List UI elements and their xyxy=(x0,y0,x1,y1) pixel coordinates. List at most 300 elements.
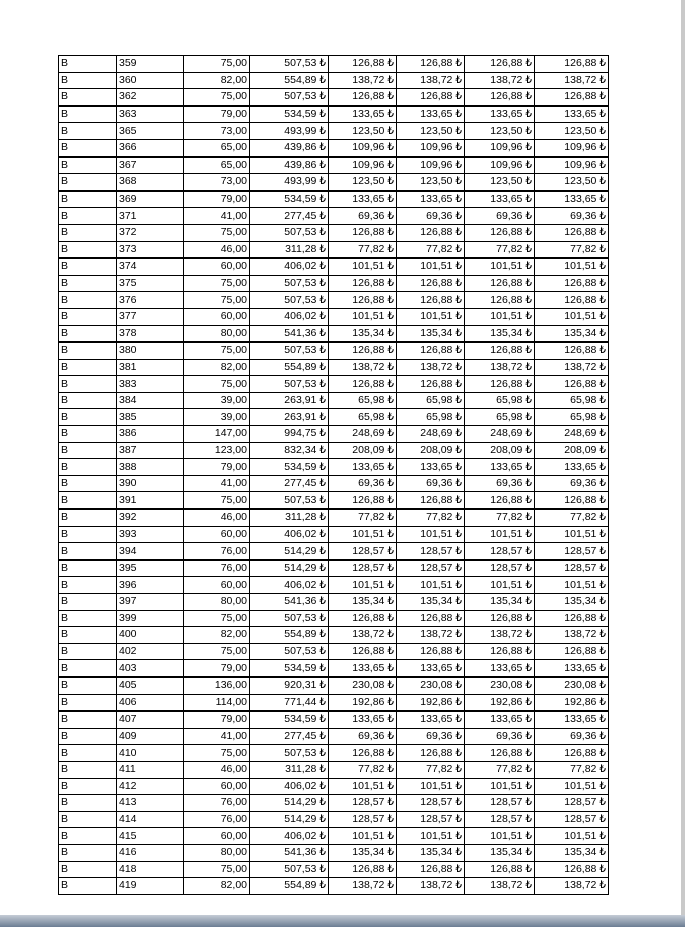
table-row xyxy=(59,660,609,677)
table-cell: 507,53 ₺ xyxy=(250,56,329,73)
table-cell: 123,50 ₺ xyxy=(329,174,397,191)
table-cell: 128,57 ₺ xyxy=(397,560,465,577)
table-row xyxy=(59,359,609,376)
table-cell: 128,57 ₺ xyxy=(535,811,609,828)
status-bar xyxy=(0,915,685,927)
table-cell: 135,34 ₺ xyxy=(329,844,397,861)
table-row xyxy=(59,761,609,778)
table-cell: 77,82 ₺ xyxy=(465,761,535,778)
table-cell: 60,00 xyxy=(184,258,250,275)
table-cell: 128,57 ₺ xyxy=(535,543,609,560)
table-cell: 362 xyxy=(117,89,184,106)
table-cell: 359 xyxy=(117,56,184,73)
table-cell: 230,08 ₺ xyxy=(329,677,397,694)
table-row xyxy=(59,139,609,156)
table-cell: 126,88 ₺ xyxy=(329,275,397,292)
table-cell: 248,69 ₺ xyxy=(329,426,397,443)
table-cell: B xyxy=(59,325,117,342)
table-cell: 554,89 ₺ xyxy=(250,72,329,89)
table-cell: 393 xyxy=(117,526,184,543)
table-cell: 109,96 ₺ xyxy=(397,157,465,174)
table-cell: 138,72 ₺ xyxy=(465,359,535,376)
table-cell: 541,36 ₺ xyxy=(250,594,329,611)
table-cell: 101,51 ₺ xyxy=(329,577,397,594)
table-cell: 138,72 ₺ xyxy=(329,878,397,895)
table-cell: 126,88 ₺ xyxy=(465,610,535,627)
table-cell: 381 xyxy=(117,359,184,376)
table-cell: B xyxy=(59,292,117,309)
table-cell: 128,57 ₺ xyxy=(535,795,609,812)
table-cell: 133,65 ₺ xyxy=(397,459,465,476)
table-cell: B xyxy=(59,459,117,476)
table-cell: B xyxy=(59,409,117,426)
table-cell: B xyxy=(59,694,117,711)
table-cell: 126,88 ₺ xyxy=(329,376,397,393)
table-cell: 69,36 ₺ xyxy=(535,208,609,225)
table-row xyxy=(59,426,609,443)
table-cell: 493,99 ₺ xyxy=(250,123,329,140)
table-cell: 128,57 ₺ xyxy=(397,811,465,828)
table-cell: 230,08 ₺ xyxy=(465,677,535,694)
table-cell: 101,51 ₺ xyxy=(535,577,609,594)
table-cell: 135,34 ₺ xyxy=(535,594,609,611)
table-cell: 75,00 xyxy=(184,342,250,359)
table-cell: B xyxy=(59,308,117,325)
table-cell: 397 xyxy=(117,594,184,611)
table-cell: 101,51 ₺ xyxy=(397,828,465,845)
table-cell: 60,00 xyxy=(184,526,250,543)
table-cell: 138,72 ₺ xyxy=(535,627,609,644)
table-cell: 248,69 ₺ xyxy=(397,426,465,443)
table-row xyxy=(59,543,609,560)
table-cell: 126,88 ₺ xyxy=(465,89,535,106)
table-cell: 248,69 ₺ xyxy=(535,426,609,443)
table-cell: 365 xyxy=(117,123,184,140)
table-cell: 410 xyxy=(117,745,184,762)
table-cell: B xyxy=(59,492,117,509)
table-cell: 415 xyxy=(117,828,184,845)
table-cell: 406,02 ₺ xyxy=(250,308,329,325)
table-cell: 383 xyxy=(117,376,184,393)
table-cell: 138,72 ₺ xyxy=(329,359,397,376)
table-row xyxy=(59,878,609,895)
table-cell: 133,65 ₺ xyxy=(329,660,397,677)
table-cell: B xyxy=(59,677,117,694)
table-cell: 126,88 ₺ xyxy=(329,56,397,73)
table-cell: 101,51 ₺ xyxy=(465,526,535,543)
table-cell: 101,51 ₺ xyxy=(397,526,465,543)
table-cell: 65,98 ₺ xyxy=(465,392,535,409)
table-cell: 375 xyxy=(117,275,184,292)
table-row xyxy=(59,72,609,89)
table-cell: 79,00 xyxy=(184,191,250,208)
table-cell: 369 xyxy=(117,191,184,208)
table-cell: 77,82 ₺ xyxy=(329,241,397,258)
table-cell: 101,51 ₺ xyxy=(329,778,397,795)
table-cell: B xyxy=(59,258,117,275)
table-cell: 128,57 ₺ xyxy=(465,560,535,577)
table-cell: 403 xyxy=(117,660,184,677)
table-cell: 133,65 ₺ xyxy=(329,711,397,728)
table-cell: 385 xyxy=(117,409,184,426)
table-cell: 101,51 ₺ xyxy=(535,308,609,325)
table-cell: B xyxy=(59,442,117,459)
table-cell: 126,88 ₺ xyxy=(397,224,465,241)
table-cell: 208,09 ₺ xyxy=(465,442,535,459)
table-cell: 133,65 ₺ xyxy=(465,660,535,677)
data-table xyxy=(58,55,609,895)
table-cell: 230,08 ₺ xyxy=(535,677,609,694)
table-row xyxy=(59,677,609,694)
table-cell: 128,57 ₺ xyxy=(465,795,535,812)
table-row xyxy=(59,409,609,426)
table-cell: 138,72 ₺ xyxy=(397,72,465,89)
table-row xyxy=(59,795,609,812)
table-cell: 507,53 ₺ xyxy=(250,275,329,292)
table-cell: 126,88 ₺ xyxy=(397,745,465,762)
table-cell: B xyxy=(59,610,117,627)
table-cell: 80,00 xyxy=(184,325,250,342)
table-cell: B xyxy=(59,828,117,845)
table-cell: 69,36 ₺ xyxy=(397,728,465,745)
table-cell: B xyxy=(59,359,117,376)
table-cell: 123,50 ₺ xyxy=(465,123,535,140)
table-row xyxy=(59,459,609,476)
table-cell: B xyxy=(59,627,117,644)
table-cell: 135,34 ₺ xyxy=(329,325,397,342)
table-cell: 109,96 ₺ xyxy=(465,139,535,156)
table-cell: 101,51 ₺ xyxy=(397,308,465,325)
table-cell: B xyxy=(59,509,117,526)
table-cell: 147,00 xyxy=(184,426,250,443)
table-cell: 135,34 ₺ xyxy=(397,325,465,342)
table-cell: 406 xyxy=(117,694,184,711)
table-cell: 126,88 ₺ xyxy=(329,342,397,359)
table-cell: 133,65 ₺ xyxy=(535,459,609,476)
table-cell: 128,57 ₺ xyxy=(535,560,609,577)
table-cell: 126,88 ₺ xyxy=(397,292,465,309)
table-cell: 39,00 xyxy=(184,409,250,426)
table-cell: 409 xyxy=(117,728,184,745)
table-row xyxy=(59,325,609,342)
table-cell: 69,36 ₺ xyxy=(465,475,535,492)
table-cell: 82,00 xyxy=(184,359,250,376)
table-cell: 413 xyxy=(117,795,184,812)
table-cell: 126,88 ₺ xyxy=(397,610,465,627)
table-cell: 101,51 ₺ xyxy=(329,258,397,275)
table-cell: 109,96 ₺ xyxy=(465,157,535,174)
table-cell: 126,88 ₺ xyxy=(329,643,397,660)
table-cell: 126,88 ₺ xyxy=(465,376,535,393)
table-cell: 82,00 xyxy=(184,72,250,89)
table-cell: 126,88 ₺ xyxy=(535,342,609,359)
table-row xyxy=(59,509,609,526)
table-cell: B xyxy=(59,543,117,560)
table-cell: 378 xyxy=(117,325,184,342)
table-row xyxy=(59,342,609,359)
table-cell: 394 xyxy=(117,543,184,560)
table-cell: 412 xyxy=(117,778,184,795)
table-cell: 138,72 ₺ xyxy=(397,878,465,895)
table-cell: 73,00 xyxy=(184,123,250,140)
table-cell: 126,88 ₺ xyxy=(535,89,609,106)
table-cell: B xyxy=(59,643,117,660)
table-cell: 248,69 ₺ xyxy=(465,426,535,443)
table-cell: 75,00 xyxy=(184,492,250,509)
table-cell: B xyxy=(59,761,117,778)
table-cell: 101,51 ₺ xyxy=(465,258,535,275)
table-cell: 76,00 xyxy=(184,811,250,828)
table-row xyxy=(59,157,609,174)
table-cell: 69,36 ₺ xyxy=(397,475,465,492)
table-cell: 514,29 ₺ xyxy=(250,543,329,560)
table-cell: 101,51 ₺ xyxy=(329,308,397,325)
table-cell: 507,53 ₺ xyxy=(250,610,329,627)
table-cell: 534,59 ₺ xyxy=(250,106,329,123)
table-cell: 126,88 ₺ xyxy=(465,275,535,292)
table-row xyxy=(59,643,609,660)
table-cell: 541,36 ₺ xyxy=(250,325,329,342)
table-cell: 396 xyxy=(117,577,184,594)
table-cell: 406,02 ₺ xyxy=(250,577,329,594)
table-cell: 133,65 ₺ xyxy=(535,660,609,677)
table-cell: B xyxy=(59,778,117,795)
table-cell: 126,88 ₺ xyxy=(329,861,397,878)
table-cell: 554,89 ₺ xyxy=(250,359,329,376)
table-cell: 128,57 ₺ xyxy=(329,811,397,828)
table-row xyxy=(59,123,609,140)
table-cell: 123,50 ₺ xyxy=(329,123,397,140)
table-row xyxy=(59,778,609,795)
table-cell: 230,08 ₺ xyxy=(397,677,465,694)
table-cell: 133,65 ₺ xyxy=(397,106,465,123)
table-cell: 534,59 ₺ xyxy=(250,711,329,728)
table-cell: 126,88 ₺ xyxy=(465,643,535,660)
table-cell: 75,00 xyxy=(184,376,250,393)
table-cell: B xyxy=(59,241,117,258)
table-cell: 416 xyxy=(117,844,184,861)
table-cell: 133,65 ₺ xyxy=(465,459,535,476)
table-cell: 126,88 ₺ xyxy=(329,89,397,106)
table-cell: 387 xyxy=(117,442,184,459)
table-row xyxy=(59,526,609,543)
table-cell: 109,96 ₺ xyxy=(329,139,397,156)
table-cell: 377 xyxy=(117,308,184,325)
table-cell: 406,02 ₺ xyxy=(250,526,329,543)
table-cell: 138,72 ₺ xyxy=(329,627,397,644)
table-cell: B xyxy=(59,728,117,745)
table-cell: 126,88 ₺ xyxy=(329,610,397,627)
table-row xyxy=(59,844,609,861)
table-cell: 994,75 ₺ xyxy=(250,426,329,443)
table-cell: 400 xyxy=(117,627,184,644)
table-cell: 126,88 ₺ xyxy=(397,643,465,660)
table-cell: 65,98 ₺ xyxy=(397,409,465,426)
table-cell: 399 xyxy=(117,610,184,627)
table-cell: 82,00 xyxy=(184,627,250,644)
table-cell: 126,88 ₺ xyxy=(535,861,609,878)
table-cell: 771,44 ₺ xyxy=(250,694,329,711)
table-cell: 390 xyxy=(117,475,184,492)
table-cell: 392 xyxy=(117,509,184,526)
table-cell: 101,51 ₺ xyxy=(535,778,609,795)
table-cell: 76,00 xyxy=(184,795,250,812)
table-row xyxy=(59,627,609,644)
table-cell: 77,82 ₺ xyxy=(329,761,397,778)
table-cell: 135,34 ₺ xyxy=(465,325,535,342)
table-cell: 133,65 ₺ xyxy=(329,191,397,208)
table-cell: 135,34 ₺ xyxy=(329,594,397,611)
table-cell: 128,57 ₺ xyxy=(329,543,397,560)
table-cell: 138,72 ₺ xyxy=(535,359,609,376)
table-cell: 75,00 xyxy=(184,861,250,878)
table-cell: 126,88 ₺ xyxy=(397,861,465,878)
table-cell: 126,88 ₺ xyxy=(535,643,609,660)
table-cell: 77,82 ₺ xyxy=(465,241,535,258)
table-cell: 60,00 xyxy=(184,308,250,325)
table-cell: 406,02 ₺ xyxy=(250,778,329,795)
table-body xyxy=(59,56,609,895)
table-cell: 208,09 ₺ xyxy=(535,442,609,459)
table-cell: B xyxy=(59,861,117,878)
table-cell: 101,51 ₺ xyxy=(465,828,535,845)
table-cell: 126,88 ₺ xyxy=(465,861,535,878)
table-cell: 75,00 xyxy=(184,56,250,73)
table-cell: 126,88 ₺ xyxy=(535,745,609,762)
table-cell: 135,34 ₺ xyxy=(397,594,465,611)
table-cell: B xyxy=(59,342,117,359)
table-row xyxy=(59,56,609,73)
table-cell: 386 xyxy=(117,426,184,443)
table-cell: 123,50 ₺ xyxy=(397,174,465,191)
table-cell: 192,86 ₺ xyxy=(535,694,609,711)
table-cell: 534,59 ₺ xyxy=(250,660,329,677)
table-cell: 126,88 ₺ xyxy=(397,56,465,73)
table-cell: 133,65 ₺ xyxy=(329,106,397,123)
table-cell: 402 xyxy=(117,643,184,660)
table-cell: 395 xyxy=(117,560,184,577)
table-cell: 138,72 ₺ xyxy=(329,72,397,89)
table-cell: 277,45 ₺ xyxy=(250,475,329,492)
table-row xyxy=(59,292,609,309)
table-cell: 76,00 xyxy=(184,560,250,577)
table-cell: 133,65 ₺ xyxy=(465,711,535,728)
table-cell: 80,00 xyxy=(184,594,250,611)
table-cell: 507,53 ₺ xyxy=(250,224,329,241)
table-cell: 126,88 ₺ xyxy=(397,376,465,393)
table-cell: B xyxy=(59,811,117,828)
table-cell: B xyxy=(59,106,117,123)
table-cell: 208,09 ₺ xyxy=(397,442,465,459)
table-cell: 77,82 ₺ xyxy=(397,509,465,526)
table-cell: 126,88 ₺ xyxy=(535,275,609,292)
table-cell: 126,88 ₺ xyxy=(397,492,465,509)
table-row xyxy=(59,594,609,611)
table-cell: 128,57 ₺ xyxy=(329,795,397,812)
table-cell: 135,34 ₺ xyxy=(535,844,609,861)
table-cell: B xyxy=(59,56,117,73)
table-cell: 133,65 ₺ xyxy=(397,711,465,728)
table-cell: 277,45 ₺ xyxy=(250,728,329,745)
table-cell: 126,88 ₺ xyxy=(465,745,535,762)
table-row xyxy=(59,191,609,208)
table-cell: 123,50 ₺ xyxy=(535,174,609,191)
table-cell: 109,96 ₺ xyxy=(397,139,465,156)
table-cell: 493,99 ₺ xyxy=(250,174,329,191)
table-cell: 507,53 ₺ xyxy=(250,376,329,393)
table-cell: 920,31 ₺ xyxy=(250,677,329,694)
table-cell: 69,36 ₺ xyxy=(535,475,609,492)
table-cell: 126,88 ₺ xyxy=(397,89,465,106)
table-cell: 60,00 xyxy=(184,778,250,795)
table-cell: 69,36 ₺ xyxy=(397,208,465,225)
table-row xyxy=(59,711,609,728)
table-cell: 126,88 ₺ xyxy=(329,224,397,241)
table-cell: 101,51 ₺ xyxy=(535,258,609,275)
table-row xyxy=(59,174,609,191)
table-cell: 126,88 ₺ xyxy=(535,56,609,73)
table-cell: 101,51 ₺ xyxy=(465,577,535,594)
table-cell: 360 xyxy=(117,72,184,89)
table-cell: 69,36 ₺ xyxy=(465,208,535,225)
table-cell: 101,51 ₺ xyxy=(397,577,465,594)
table-cell: B xyxy=(59,191,117,208)
table-cell: B xyxy=(59,426,117,443)
table-row xyxy=(59,694,609,711)
table-cell: 133,65 ₺ xyxy=(329,459,397,476)
table-cell: 507,53 ₺ xyxy=(250,492,329,509)
table-cell: 126,88 ₺ xyxy=(535,224,609,241)
table-cell: 46,00 xyxy=(184,241,250,258)
table-row xyxy=(59,610,609,627)
table-cell: 123,50 ₺ xyxy=(535,123,609,140)
table-cell: 208,09 ₺ xyxy=(329,442,397,459)
table-cell: 77,82 ₺ xyxy=(535,241,609,258)
table-cell: 391 xyxy=(117,492,184,509)
table-cell: 541,36 ₺ xyxy=(250,844,329,861)
table-cell: 69,36 ₺ xyxy=(465,728,535,745)
table-cell: B xyxy=(59,224,117,241)
table-cell: 76,00 xyxy=(184,543,250,560)
table-cell: 133,65 ₺ xyxy=(535,711,609,728)
table-cell: 133,65 ₺ xyxy=(397,660,465,677)
table-cell: 75,00 xyxy=(184,292,250,309)
table-cell: 418 xyxy=(117,861,184,878)
table-row xyxy=(59,241,609,258)
table-cell: 126,88 ₺ xyxy=(465,224,535,241)
table-cell: 69,36 ₺ xyxy=(329,475,397,492)
table-cell: B xyxy=(59,208,117,225)
table-cell: 439,86 ₺ xyxy=(250,157,329,174)
table-cell: 138,72 ₺ xyxy=(535,878,609,895)
table-cell: B xyxy=(59,745,117,762)
table-cell: 126,88 ₺ xyxy=(397,275,465,292)
table-cell: 311,28 ₺ xyxy=(250,509,329,526)
table-cell: 75,00 xyxy=(184,224,250,241)
table-cell: 79,00 xyxy=(184,106,250,123)
table-cell: 368 xyxy=(117,174,184,191)
table-cell: 507,53 ₺ xyxy=(250,861,329,878)
table-cell: 135,34 ₺ xyxy=(397,844,465,861)
table-cell: B xyxy=(59,123,117,140)
table-cell: 514,29 ₺ xyxy=(250,811,329,828)
table-cell: 554,89 ₺ xyxy=(250,627,329,644)
table-cell: 138,72 ₺ xyxy=(465,878,535,895)
table-cell: B xyxy=(59,594,117,611)
table-cell: 101,51 ₺ xyxy=(329,828,397,845)
table-cell: 75,00 xyxy=(184,610,250,627)
table-cell: B xyxy=(59,376,117,393)
